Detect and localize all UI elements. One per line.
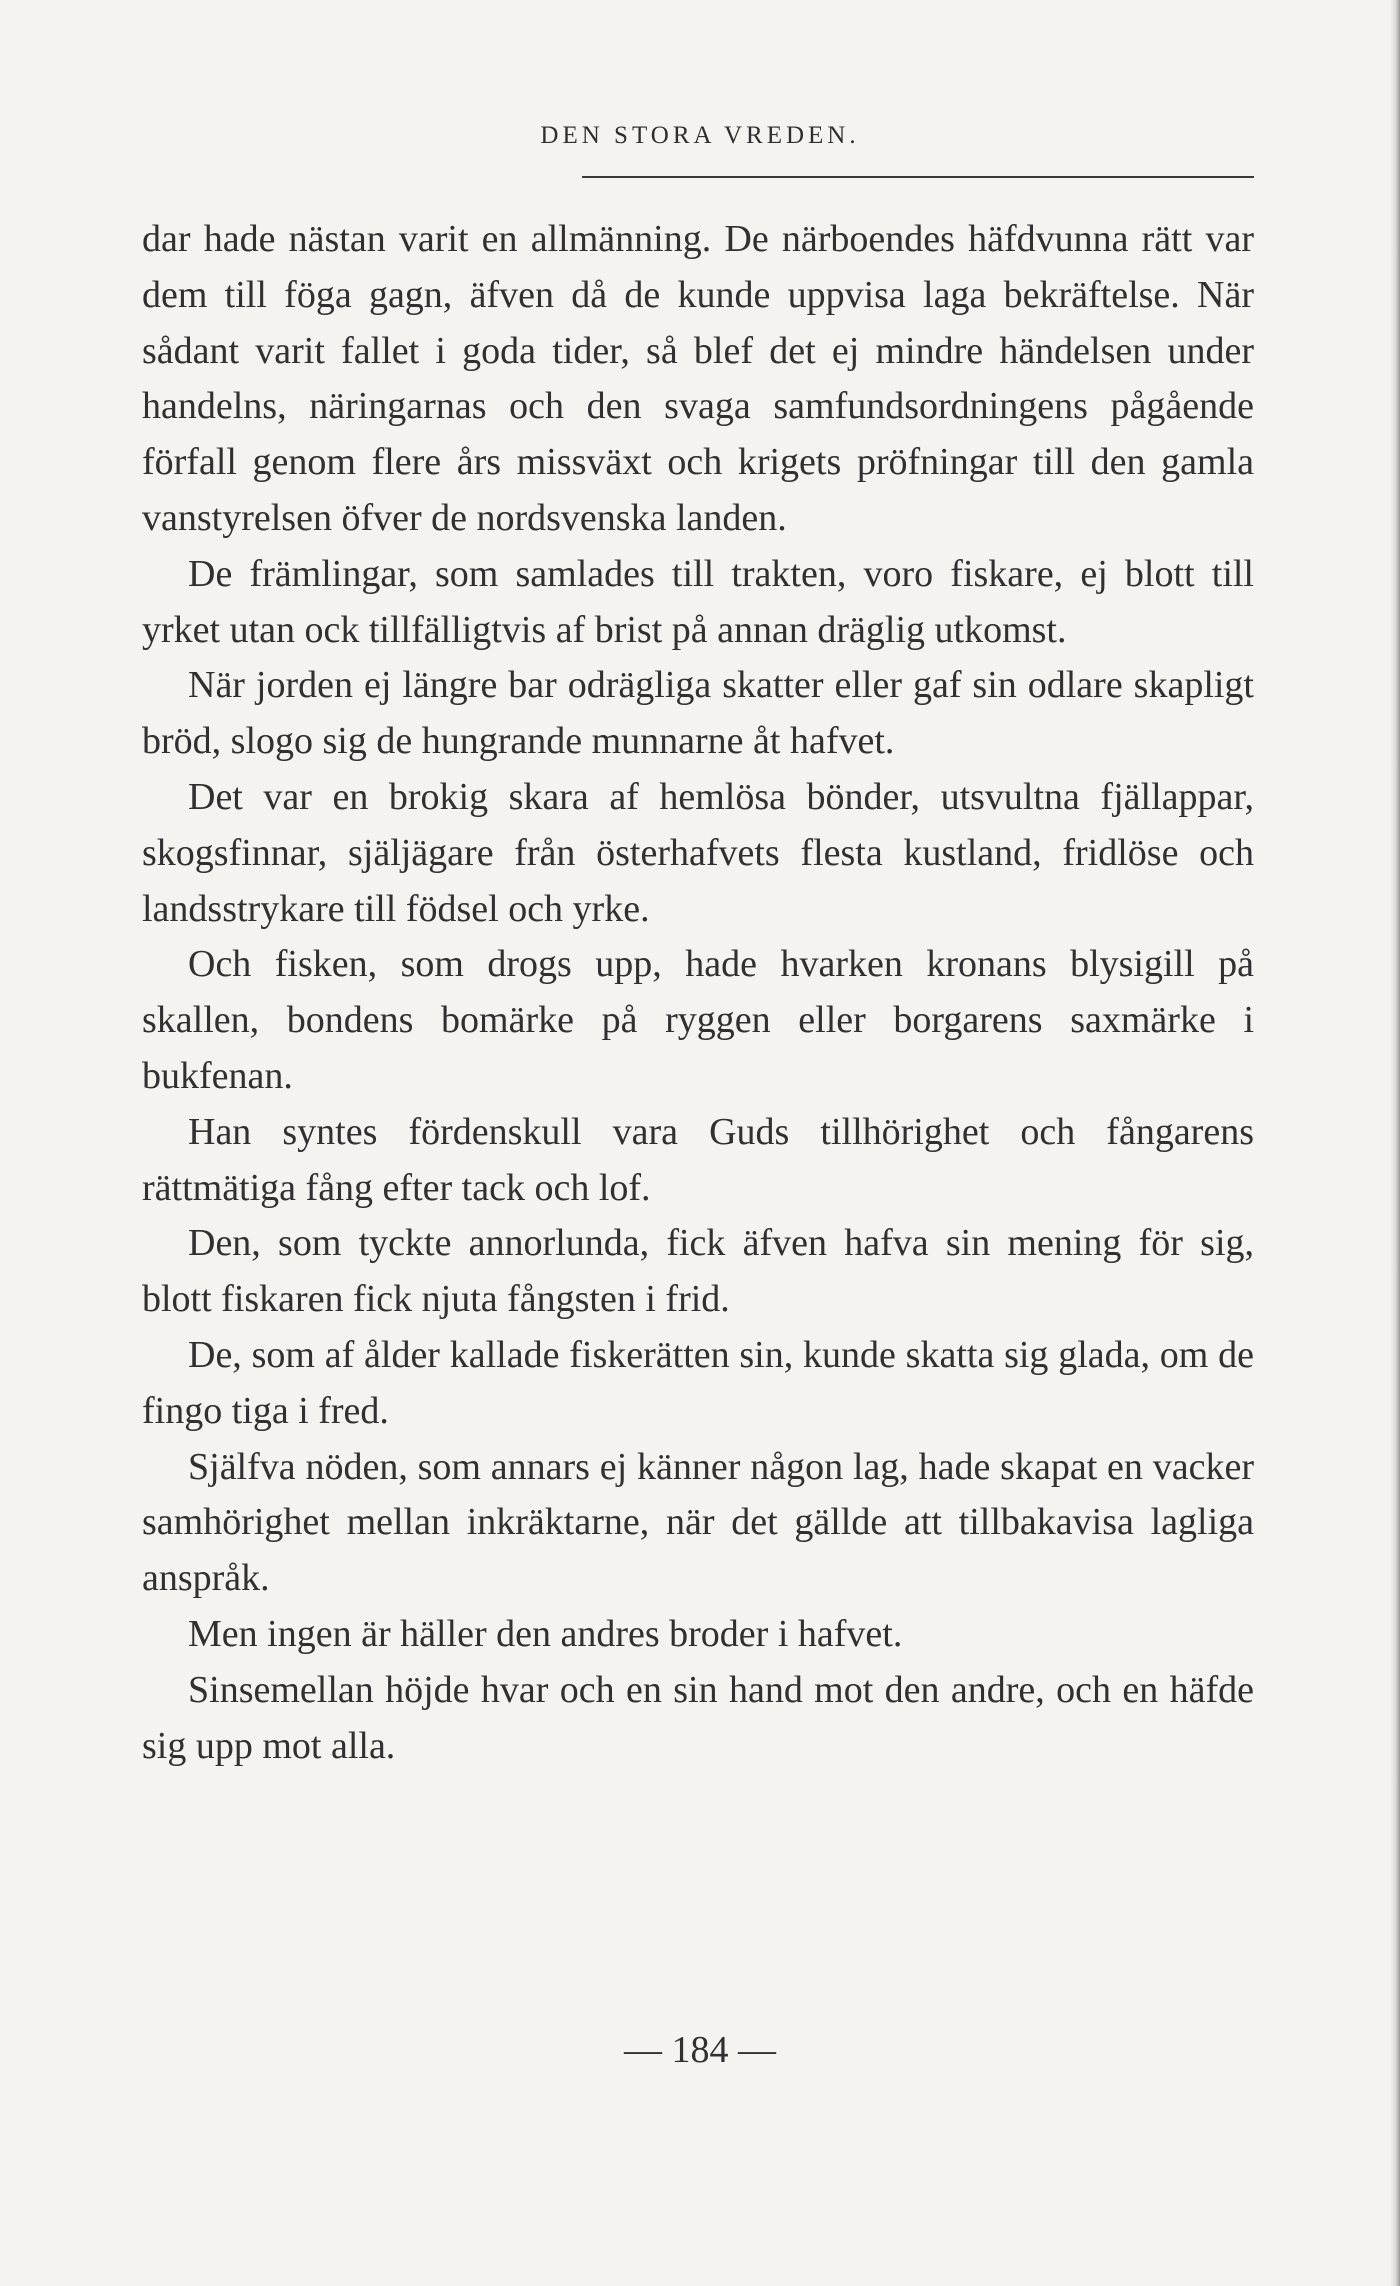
- body-text: [142, 212, 1254, 1774]
- running-head: DEN STORA VREDEN.: [540, 122, 860, 149]
- header-rule: [582, 176, 1254, 178]
- paragraph: De främlingar, som samlades till trakten, voro fiskare, ej blott till yrket utan ock tillfälligtvis af brist på annan dräglig utkomst.: [142, 552, 1254, 651]
- paragraph: Själfva nöden, som annars ej känner någon lag, hade skapat en vacker samhörighet mellan inkräktarne, när det gällde att tillbakavisa lagliga anspråk.: [142, 1445, 1254, 1600]
- paragraph: Han syntes fördenskull vara Guds tillhörighet och fångarens rättmätiga fång efter tack och lof.: [142, 1110, 1254, 1209]
- paragraph: Sinsemellan höjde hvar och en sin hand mot den andre, och en häfde sig upp mot alla.: [142, 1668, 1254, 1767]
- paragraph: Den, som tyckte annorlunda, fick äfven hafva sin mening för sig, blott fiskaren fick njuta fångsten i frid.: [142, 1222, 1254, 1321]
- paragraph: De, som af ålder kallade fiskerätten sin, kunde skatta sig glada, om de fingo tiga i fred.: [142, 1333, 1254, 1432]
- paragraph: Men ingen är häller den andres broder i hafvet.: [188, 1612, 903, 1655]
- paragraph: Och fisken, som drogs upp, hade hvarken kronans blysigill på skallen, bondens bomärke på ryggen eller borgarens saxmärke i bukfenan.: [142, 943, 1254, 1097]
- paragraph: När jorden ej längre bar odrägliga skatter eller gaf sin odlare skapligt bröd, slogo sig de hungrande munnarne åt hafvet.: [142, 664, 1254, 763]
- page-edge-shadow: [1390, 0, 1400, 2286]
- paragraph: Det var en brokig skara af hemlösa bönder, utsvultna fjällappar, skogsfinnar, själjägare från österhafvets flesta kustland, fridlöse och landsstrykare till födsel och yrke.: [142, 775, 1254, 930]
- paragraph: dar hade nästan varit en allmänning. De närboendes häfdvunna rätt var dem till föga gagn, äfven då de kunde uppvisa laga bekräftelse. När sådant varit fallet i goda tider, så blef det ej mindre händelsen under handelns, näringarnas och den svaga samfundsordningens pågående förfall genom flere års missväxt och krigets pröfningar till den gamla vanstyrelsen öfver de nordsvenska landen.: [142, 218, 1254, 539]
- page-number: — 184 —: [624, 2029, 776, 2071]
